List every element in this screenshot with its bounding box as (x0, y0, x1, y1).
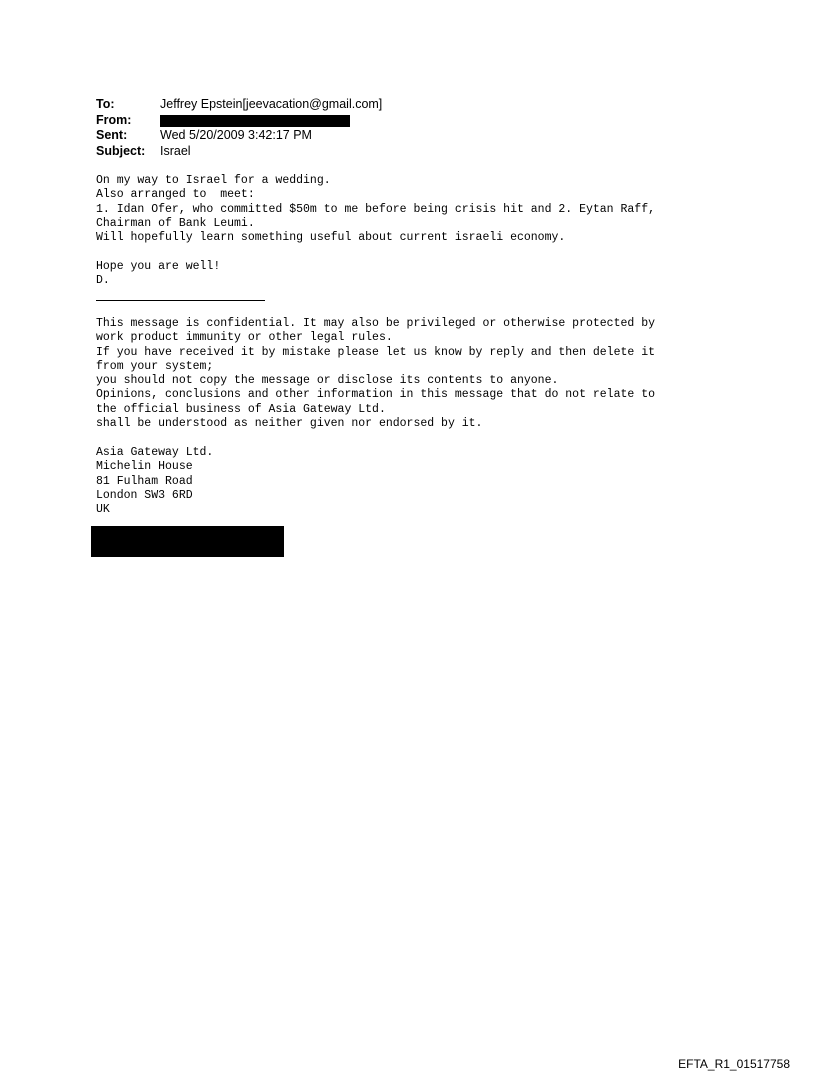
subject-row (96, 144, 382, 160)
to-value: Jeffrey Epstein[jeevacation@gmail.com] (160, 97, 383, 111)
message-body: On my way to Israel for a wedding. Also arranged to meet: 1. Idan Ofer, who committed $50m to me before being crisis hit and 2. Eytan Raff, Chairman of Bank Leumi. Will hopefully learn something useful about current israeli economy. Hope you are well! D. (96, 174, 655, 288)
subject-value: Israel (160, 143, 191, 158)
to-label: To: (96, 97, 115, 111)
company-address: Asia Gateway Ltd. Michelin House 81 Fulham Road London SW3 6RD UK (96, 446, 214, 517)
sent-label: Sent: (96, 128, 128, 142)
from-row (96, 113, 382, 129)
sent-value: Wed 5/20/2009 3:42:17 PM (160, 128, 312, 142)
from-label: From: (96, 112, 132, 127)
sent-row (96, 128, 382, 144)
email-header (96, 97, 382, 159)
subject-label: Subject: (96, 143, 146, 158)
document-id: EFTA_R1_01517758 (678, 1057, 790, 1071)
confidentiality-disclaimer: This message is confidential. It may also be privileged or otherwise protected by work product immunity or other legal rules. If you have received it by mistake please let us know by reply and then delete it from your system; you should not copy the message or disclose its contents to anyone. Opinions, conclusions and other information in this message that do not relate to the official business of Asia Gateway Ltd. shall be understood as neither given nor endorsed by it. (96, 317, 655, 431)
signature-redaction-bar (91, 526, 284, 557)
signature-divider (96, 300, 265, 301)
from-redaction-bar (160, 115, 350, 127)
to-row (96, 97, 382, 113)
